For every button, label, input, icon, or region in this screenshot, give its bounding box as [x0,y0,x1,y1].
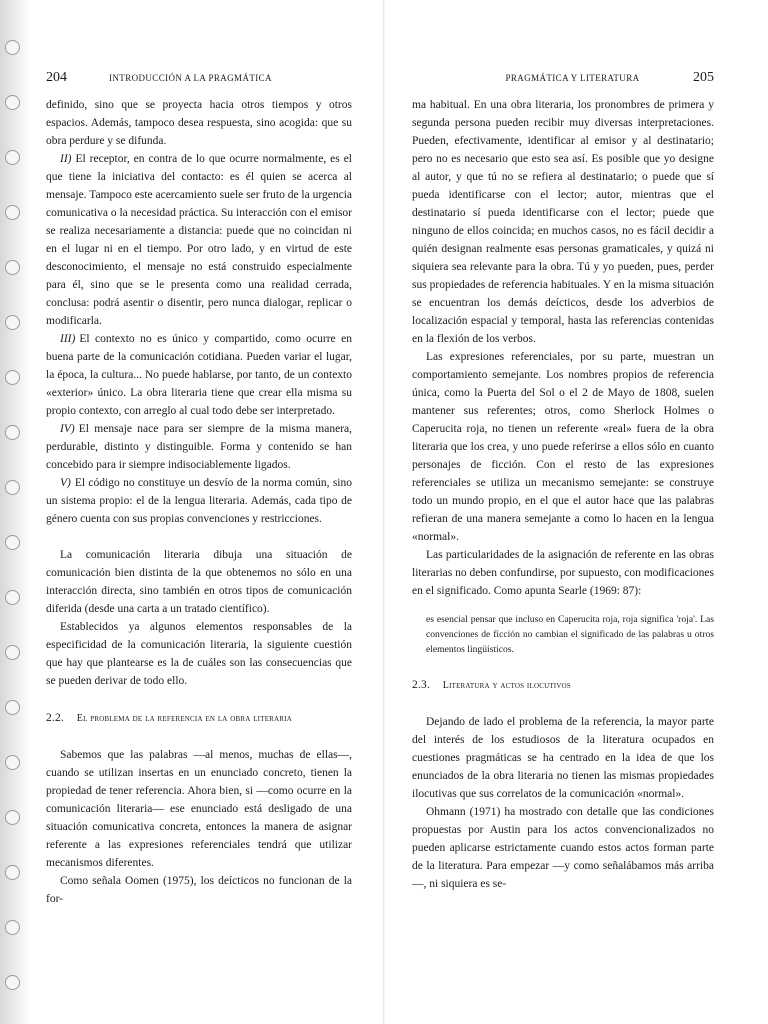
binding-ring [5,150,20,165]
right-page [412,70,714,893]
binding-ring [5,975,20,990]
list-numeral: IV) [60,423,75,435]
paragraph: Establecidos ya algunos elementos responsables de la especificidad de la comunicación literaria, la siguiente cuestión que hay que plantearse es la de cuáles son las consecuencias que se pueden derivar de todo ello. [46,621,352,687]
page-number: 205 [693,70,714,85]
list-item [46,474,352,528]
page-number: 204 [46,70,67,85]
binding-ring [5,480,20,495]
running-head: INTRODUCCIÓN A LA PRAGMÁTICA [109,73,272,83]
block-quote: es esencial pensar que incluso en Caperucita roja, roja significa 'roja'. Las convenciones de ficción no cambian el significado de las palabras u otros elementos lingüísticos. [426,614,714,655]
list-numeral: III) [60,333,76,345]
binding-ring [5,700,20,715]
paragraph: Como señala Oomen (1975), los deícticos no funcionan de la for- [46,875,352,905]
binding-ring [5,40,20,55]
section-heading [46,712,352,724]
section-number: 2.3. [412,679,431,691]
binding-ring [5,865,20,880]
paragraph: Las expresiones referenciales, por su parte, muestran un comportamiento semejante. Los nombres propios de referencia única, como la Puerta del Sol o el 2 de Mayo de 1808, suelen mantener sus referentes; otros, como Sherlock Holmes o Caperucita roja, no tienen un referente «real» fuera de la obra literaria que los crea, y uno puede referirse a ellos sólo en cuanto personajes de ficción. Con el resto de las expresiones referenciales se utiliza un mecanismo semejante: se construye todo un mundo propio, en el que el autor hace que las palabras refieran de una manera semejante a como lo hacen en la lengua «normal». [412,351,714,543]
list-numeral: V) [60,477,71,489]
binding-ring [5,645,20,660]
section-title: Literatura y actos ilocutivos [442,680,571,691]
list-item-text: El mensaje nace para ser siempre de la misma manera, perdurable, distinto y distinguible. Forma y contenido se han concebido para ir siempre indisociablemente ligados. [46,423,352,471]
binding-ring [5,590,20,605]
list-item [46,420,352,474]
section-heading [412,679,714,691]
list-item-text: El contexto no es único y compartido, como ocurre en buena parte de la comunicación cotidiana. Pueden variar el lugar, la época, la cultura... No puede hablarse, por tanto, de un contexto «exterior» único. La obra literaria tiene que crear ella misma su propio contexto, con arreglo al cual todo debe ser interpretado. [46,333,352,417]
binding-ring [5,315,20,330]
page-gutter [383,0,385,1024]
list-item [46,150,352,330]
right-page-header [412,70,714,88]
paragraph: Las particularidades de la asignación de referente en las obras literarias no deben confundirse, por supuesto, con modificaciones en el significado. Como apunta Searle (1969: 87): [412,549,714,597]
paragraph: ma habitual. En una obra literaria, los pronombres de primera y segunda persona pueden recibir muy diversas interpretaciones. Pueden, efectivamente, identificar al emisor y al destinatario; pero no es necesario que esto sea así. Es posible que yo designe al autor, y que tú no se refiera al destinatario; o puede que sí pueda identificarse con el lector; autor, mientras que el destinatario sí pueda identificarse con el lector; puede que ninguno de ellos coincida; en muchos casos, no es fácil decidir a quién designan realmente esas personas gramaticales, y quizá ni siquiera sea relevante para la obra. Tú y yo pueden, pues, perder sus propiedades de referencia habituales. Y en la misma situación se encuentran los demás deícticos, desde los adverbios de localización espacial y temporal, hasta las referencias contenidas en la flexión de los verbos. [412,99,714,345]
section-number: 2.2. [46,712,65,724]
binding-ring [5,260,20,275]
paragraph: Sabemos que las palabras —al menos, muchas de ellas—, cuando se utilizan insertas en un enunciado concreto, tienen la propiedad de tener referencia. Ahora bien, si —como ocurre en la comunicación literaria— ese enunciado está desligado de una situación comunicativa concreta, entonces la manera de asignar referente a las expresiones referenciales tendrá que utilizar mecanismos diferentes. [46,749,352,869]
left-page [46,70,352,908]
list-numeral: II) [60,153,72,165]
left-page-header [46,70,352,88]
list-item-text: El código no constituye un desvío de la norma común, sino un sistema propio: el de la lengua literaria. Además, cada tipo de género cuenta con sus propias convenciones y restricciones. [46,477,352,525]
section-title: El problema de la referencia en la obra literaria [76,713,292,724]
binding-ring [5,425,20,440]
binding-ring [5,205,20,220]
binding-ring [5,755,20,770]
list-item-text: El receptor, en contra de lo que ocurre normalmente, es el que tiene la iniciativa del contacto: es él quien se acerca al mensaje. Tampoco este acercamiento suele ser fruto de la urgencia comunicativa o la necesidad práctica. Su interacción con el emisor se realiza necesariamente a distancia: puede que no coincidan ni en el lugar ni en el tiempo. Por otro lado, y en virtud de este desconocimiento, el mensaje no está construido especialmente para él, sino que se le presenta como una realidad cerrada, conclusa: podrá asentir o disentir, pero nunca dialogar, replicar o modificarla. [46,153,352,327]
binding-ring [5,95,20,110]
binding-ring [5,810,20,825]
paragraph: La comunicación literaria dibuja una situación de comunicación bien distinta de la que obtenemos no sólo en una interacción directa, sino también en otros tipos de comunicación diferida (desde una carta a un tratado científico). [46,549,352,615]
binding-ring [5,370,20,385]
paragraph: Ohmann (1971) ha mostrado con detalle que las condiciones propuestas por Austin para los actos convencionalizados no pueden aplicarse estrictamente cuando estos actos forman parte de la literatura. Para empezar —y como señalábamos más arriba—, ni siquiera es se- [412,806,714,890]
binding-ring [5,920,20,935]
list-item [46,330,352,420]
paragraph: Dejando de lado el problema de la referencia, la mayor parte del interés de los estudiosos de la literatura ocupados en cuestiones pragmáticas se ha centrado en la idea de que los enunciados de la obra literaria no tienen las mismas propiedades ilocutivas que sus correlatos de la comunicación «normal». [412,716,714,800]
running-head: PRAGMÁTICA Y LITERATURA [505,73,640,83]
paragraph: definido, sino que se proyecta hacia otros tiempos y otros espacios. Además, tampoco desea respuesta, sino acogida: que su obra perdure y se difunda. [46,99,352,147]
binding-ring [5,535,20,550]
book-binding-edge [0,0,30,1024]
